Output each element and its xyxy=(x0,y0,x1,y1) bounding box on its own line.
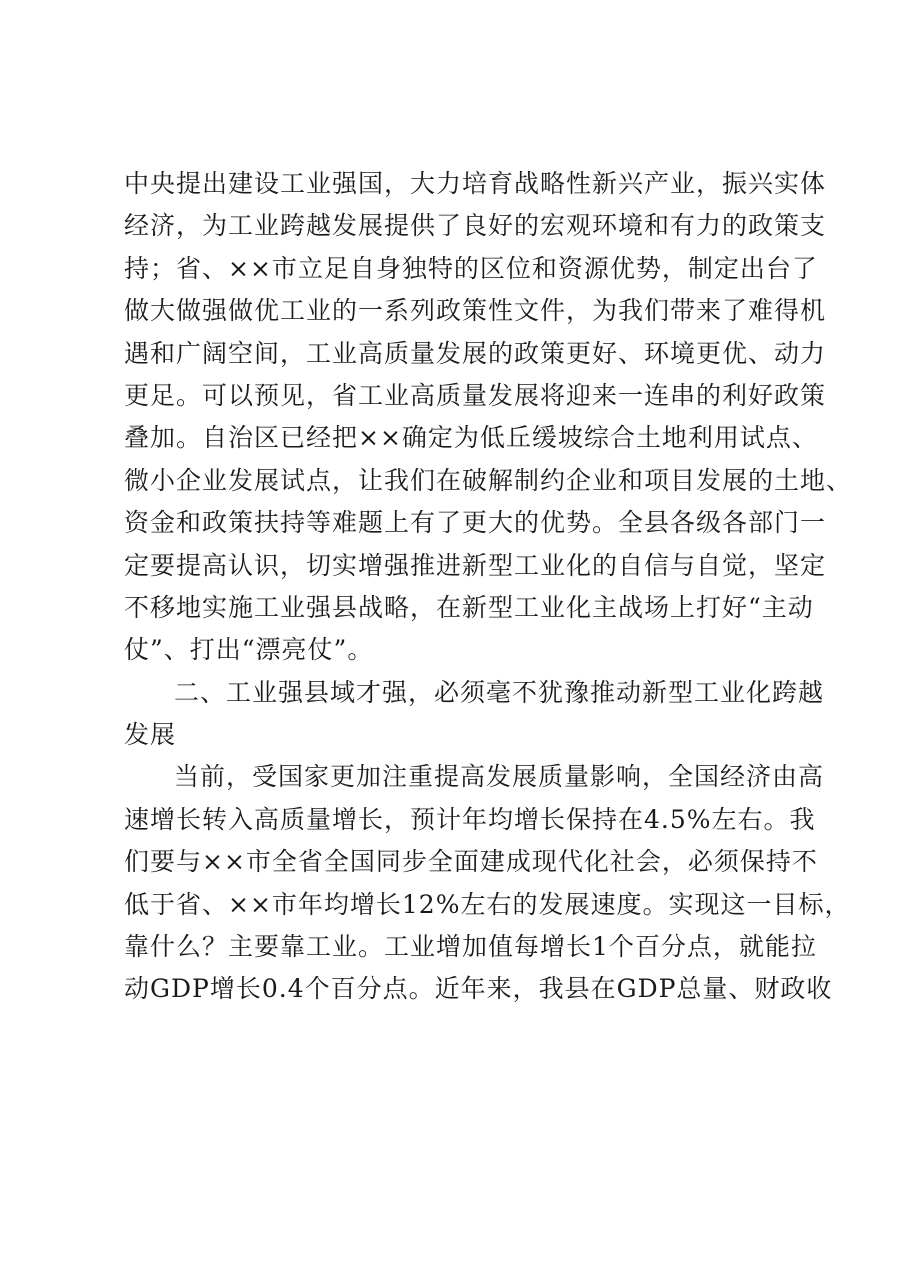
text-line: 更足。可以预见，省工业高质量发展将迎来一连串的利好政策 xyxy=(124,380,827,410)
text-line: 动GDP增长0.4个百分点。近年来，我县在GDP总量、财政收 xyxy=(124,974,833,1004)
section-heading-continued: 发展 xyxy=(124,720,177,750)
text-line: 中央提出建设工业强国，大力培育战略性新兴产业，振兴实体 xyxy=(124,169,827,198)
section-heading: 二、工业强县域才强，必须毫不犹豫推动新型工业化跨越 xyxy=(174,677,825,707)
text-line: 低于省、××市年均增长12%左右的发展速度。实现这一目标， xyxy=(124,889,851,919)
text-line: 持；省、××市立足自身独特的区位和资源优势，制定出台了 xyxy=(124,253,818,283)
text-line: 仗”、打出“漂亮仗”。 xyxy=(124,635,374,665)
text-line: 微小企业发展试点，让我们在破解制约企业和项目发展的土地、 xyxy=(124,465,853,495)
text-line: 们要与××市全省全国同步全面建成现代化社会，必须保持不 xyxy=(124,847,818,877)
text-line: 定要提高认识，切实增强推进新型工业化的自信与自觉，坚定 xyxy=(124,550,827,580)
text-line: 遇和广阔空间，工业高质量发展的政策更好、环境更优、动力 xyxy=(124,338,827,368)
body-text xyxy=(124,163,853,1011)
text-line: 当前，受国家更加注重提高发展质量影响，全国经济由高 xyxy=(174,762,825,792)
text-line: 靠什么？主要靠工业。工业增加值每增长1个百分点，就能拉 xyxy=(124,932,817,962)
text-line: 速增长转入高质量增长，预计年均增长保持在4.5%左右。我 xyxy=(124,804,816,834)
text-line: 资金和政策扶持等难题上有了更大的优势。全县各级各部门一 xyxy=(124,508,827,538)
text-line: 叠加。自治区已经把××确定为低丘缓坡综合土地利用试点、 xyxy=(124,423,818,453)
text-line: 不移地实施工业强县战略，在新型工业化主战场上打好“主动 xyxy=(124,592,814,622)
text-line: 经济，为工业跨越发展提供了良好的宏观环境和有力的政策支 xyxy=(124,211,827,241)
text-line: 做大做强做优工业的一系列政策性文件，为我们带来了难得机 xyxy=(124,296,827,326)
